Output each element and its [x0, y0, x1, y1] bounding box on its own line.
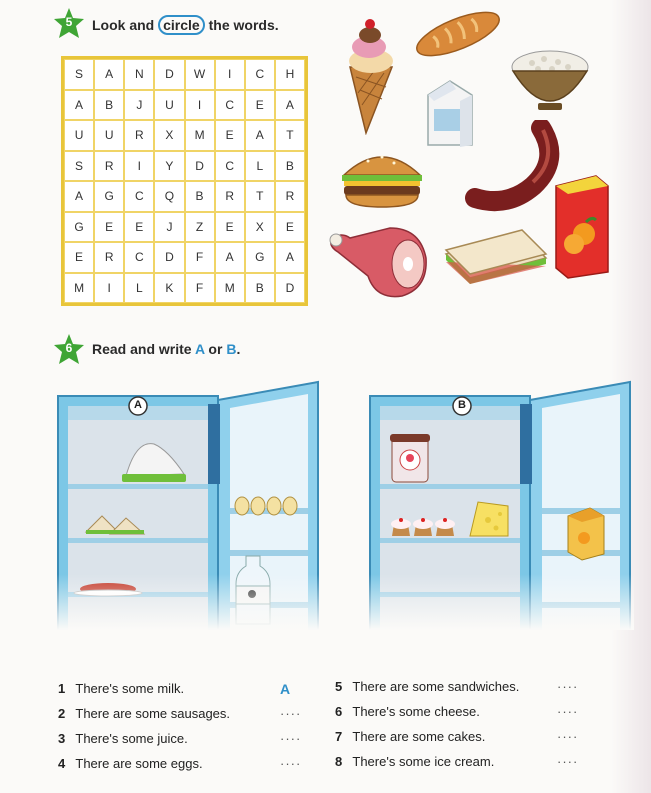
question-text: There's some milk.: [75, 681, 185, 696]
heading-text: Read and write: [92, 341, 195, 357]
question-row: [58, 704, 318, 729]
heading-letter-a: A: [194, 341, 205, 357]
grid-letter-cell[interactable]: D: [275, 273, 305, 304]
grid-letter-cell[interactable]: C: [215, 151, 245, 182]
grid-letter-cell[interactable]: U: [154, 90, 184, 121]
bread-picture: [412, 3, 504, 65]
grid-letter-cell[interactable]: D: [185, 151, 215, 182]
answer-field[interactable]: ····: [557, 754, 579, 769]
question-text: There are some sausages.: [75, 706, 231, 721]
question-number: 6: [335, 704, 343, 719]
grid-letter-cell[interactable]: I: [94, 273, 124, 304]
grid-letter-cell[interactable]: G: [94, 181, 124, 212]
grid-letter-cell[interactable]: E: [275, 212, 305, 243]
grid-letter-cell[interactable]: A: [64, 90, 94, 121]
question-text: There's some cheese.: [352, 704, 480, 719]
exercise-6-heading: [92, 341, 240, 357]
burger-picture: [338, 145, 426, 213]
heading-text: Look and: [92, 17, 159, 33]
circled-word: circle: [158, 15, 205, 35]
grid-letter-cell[interactable]: E: [64, 242, 94, 273]
answer-field[interactable]: ····: [280, 706, 302, 721]
grid-letter-cell[interactable]: J: [154, 212, 184, 243]
grid-letter-cell[interactable]: R: [275, 181, 305, 212]
answer-field[interactable]: ····: [280, 756, 302, 771]
grid-letter-cell[interactable]: U: [94, 120, 124, 151]
question-number: 8: [335, 754, 343, 769]
grid-letter-cell[interactable]: R: [215, 181, 245, 212]
grid-letter-cell[interactable]: G: [245, 242, 275, 273]
grid-letter-cell[interactable]: C: [215, 90, 245, 121]
sandwich-picture: [444, 228, 548, 284]
exercise-5-heading: [92, 15, 279, 35]
grid-letter-cell[interactable]: X: [154, 120, 184, 151]
grid-letter-cell[interactable]: R: [94, 242, 124, 273]
grid-letter-cell[interactable]: M: [185, 120, 215, 151]
grid-letter-cell[interactable]: L: [245, 151, 275, 182]
grid-letter-cell[interactable]: I: [124, 151, 154, 182]
fridge-a: [56, 376, 322, 630]
questions-left-column: [58, 679, 318, 779]
juice-box-picture: [552, 172, 612, 280]
question-number: 7: [335, 729, 343, 744]
heading-letter-b: B: [226, 341, 237, 357]
question-text: There are some sandwiches.: [352, 679, 520, 694]
fridge-a-label: A: [134, 399, 142, 411]
grid-letter-cell[interactable]: A: [275, 242, 305, 273]
question-text: There's some juice.: [75, 731, 188, 746]
meat-leg-picture: [328, 218, 432, 300]
grid-letter-cell[interactable]: A: [245, 120, 275, 151]
grid-letter-cell[interactable]: Q: [154, 181, 184, 212]
question-row: [58, 754, 318, 779]
grid-letter-cell[interactable]: B: [185, 181, 215, 212]
grid-letter-cell[interactable]: G: [64, 212, 94, 243]
question-row: [58, 729, 318, 754]
grid-letter-cell[interactable]: X: [245, 212, 275, 243]
grid-letter-cell[interactable]: E: [124, 212, 154, 243]
question-row: [335, 677, 585, 702]
questions-right-column: [335, 677, 585, 777]
answer-field[interactable]: ····: [280, 731, 302, 746]
answer-field[interactable]: A: [280, 681, 291, 697]
exercise-5-number: 5: [65, 15, 73, 29]
grid-letter-cell[interactable]: N: [124, 59, 154, 90]
grid-letter-cell[interactable]: D: [154, 242, 184, 273]
grid-letter-cell[interactable]: A: [94, 59, 124, 90]
grid-letter-cell[interactable]: S: [64, 59, 94, 90]
question-row: [335, 752, 585, 777]
grid-letter-cell[interactable]: E: [215, 212, 245, 243]
grid-letter-cell[interactable]: A: [275, 90, 305, 121]
grid-letter-cell[interactable]: T: [275, 120, 305, 151]
grid-letter-cell[interactable]: J: [124, 90, 154, 121]
grid-letter-cell[interactable]: I: [185, 90, 215, 121]
grid-letter-cell[interactable]: K: [154, 273, 184, 304]
grid-letter-cell[interactable]: L: [124, 273, 154, 304]
question-row: [58, 679, 318, 704]
grid-letter-cell[interactable]: M: [64, 273, 94, 304]
grid-letter-cell[interactable]: C: [124, 181, 154, 212]
grid-letter-cell[interactable]: Y: [154, 151, 184, 182]
grid-letter-cell[interactable]: B: [94, 90, 124, 121]
grid-letter-cell[interactable]: D: [154, 59, 184, 90]
grid-letter-cell[interactable]: F: [185, 273, 215, 304]
heading-text: .: [236, 341, 241, 357]
grid-letter-cell[interactable]: A: [64, 181, 94, 212]
grid-letter-cell[interactable]: R: [124, 120, 154, 151]
grid-letter-cell[interactable]: H: [275, 59, 305, 90]
grid-letter-cell[interactable]: T: [245, 181, 275, 212]
question-row: [335, 727, 585, 752]
answer-field[interactable]: ····: [557, 729, 579, 744]
fridge-b-label: B: [458, 399, 466, 411]
question-number: 4: [58, 756, 66, 771]
grid-letter-cell[interactable]: B: [245, 273, 275, 304]
exercise-5-star-badge: [52, 7, 86, 41]
grid-letter-cell[interactable]: C: [245, 59, 275, 90]
exercise-6-number: 6: [65, 341, 73, 355]
grid-letter-cell[interactable]: E: [215, 120, 245, 151]
grid-letter-cell[interactable]: U: [64, 120, 94, 151]
grid-letter-cell[interactable]: I: [215, 59, 245, 90]
sausage-picture: [463, 120, 563, 212]
grid-letter-cell[interactable]: E: [94, 212, 124, 243]
rice-bowl-picture: [508, 45, 592, 115]
grid-letter-cell[interactable]: C: [124, 242, 154, 273]
question-text: There's some ice cream.: [352, 754, 495, 769]
ice-cream-cone-picture: [340, 15, 400, 135]
grid-letter-cell[interactable]: W: [185, 59, 215, 90]
grid-letter-cell[interactable]: E: [245, 90, 275, 121]
grid-letter-cell[interactable]: A: [215, 242, 245, 273]
question-text: There are some eggs.: [75, 756, 203, 771]
question-number: 3: [58, 731, 66, 746]
answer-field[interactable]: ····: [557, 679, 579, 694]
question-row: [335, 702, 585, 727]
exercise-6-star-badge: [52, 333, 86, 367]
question-number: 2: [58, 706, 66, 721]
grid-letter-cell[interactable]: R: [94, 151, 124, 182]
word-search-grid: [61, 56, 308, 306]
grid-letter-cell[interactable]: B: [275, 151, 305, 182]
heading-text: the words.: [204, 17, 279, 33]
answer-field[interactable]: ····: [557, 704, 579, 719]
heading-text: or: [204, 341, 227, 357]
fridge-b: [368, 376, 634, 630]
question-number: 1: [58, 681, 66, 696]
grid-letter-cell[interactable]: F: [185, 242, 215, 273]
grid-letter-cell[interactable]: M: [215, 273, 245, 304]
question-number: 5: [335, 679, 343, 694]
grid-letter-cell[interactable]: S: [64, 151, 94, 182]
grid-letter-cell[interactable]: Z: [185, 212, 215, 243]
question-text: There are some cakes.: [352, 729, 486, 744]
